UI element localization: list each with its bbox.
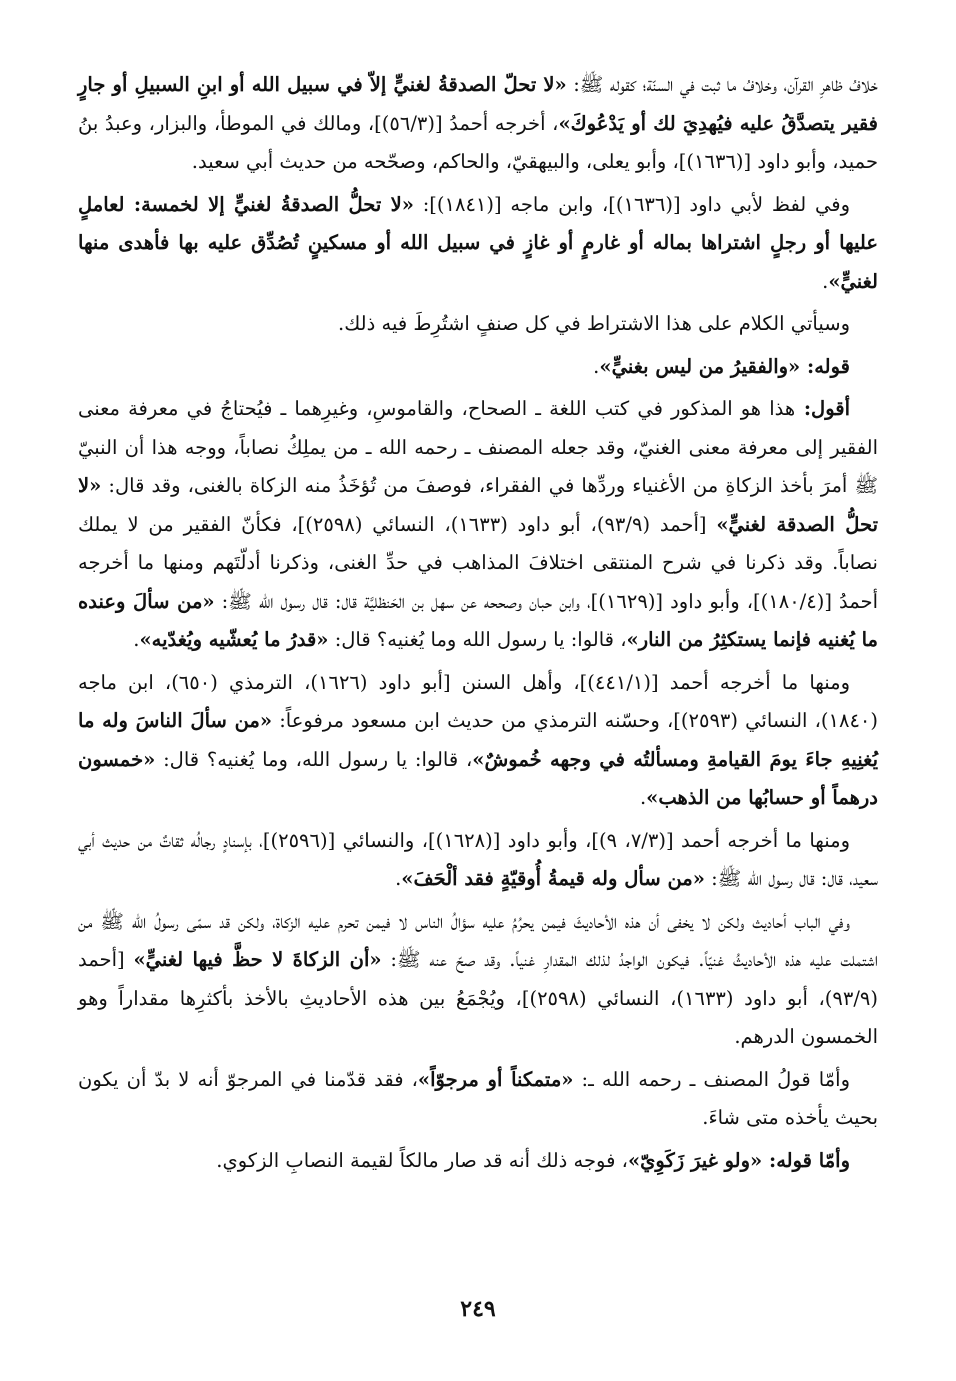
- text-segment: .: [593, 354, 600, 378]
- bold-text: «والفقيرُ من ليس بغنيٍّ»: [599, 354, 801, 378]
- text-segment: خلافُ ظاهرِ القرآن، وخلافُ ما ثبت في السنّة؛ كقوله ﷺ:: [566, 73, 878, 96]
- text-segment: ومنها ما أخرجه أحمد [(٤٤١/١)]، وأهل السنن [أبو داود (١٦٢٦)، الترمذي (٦٥٠)، ابن ماجه (١٨٤٠)، النسائي (٢٥٩٣)]، وحسّنه الترمذي من حديث ابن مسعود مرفوعاً:: [78, 670, 879, 732]
- bold-text: «من سألَ الناسَ وله ما يُغنِيهِ جاءَ يومَ القيامةِ ومسألتُه في وجهه خُموشٌ»: [78, 709, 878, 771]
- text-segment: .: [639, 786, 647, 809]
- text-segment: وفي لفظ لأبي داود [(١٦٣٦)]، وابن ماجه [(١٨٤١)]:: [413, 192, 851, 216]
- text-segment: ومنها ما أخرجه أحمد [(٧/٣، ٩)]، وأبو داود [(١٦٢٨)]، والنسائي [(٢٥٩٦)]، بإسنادٍ رجالُه ثقاتٌ من حديث أبي سعيد، قال: قال رسول الله ﷺ:: [78, 828, 878, 890]
- text-segment: وسيأتي الكلام على هذا الاشتراط في كل صنفٍ اشتُرِطَ فيه ذلك.: [338, 312, 850, 335]
- bold-text: «ولو غيرَ زَكَوِيّ»: [627, 1148, 763, 1172]
- paragraph: [78, 66, 878, 182]
- text-segment: ، قالوا: يا رسول الله وما يُغنيه؟ قال:: [328, 628, 627, 651]
- paragraph: [78, 822, 878, 899]
- page-number: ٢٤٩: [460, 1296, 496, 1322]
- text-segment: ، فوجه ذلك أنه قد صار مالكاً لقيمة النصابِ الزكوي.: [216, 1148, 628, 1172]
- text-segment: [أحمد (٩٣/٩)، أبو داود (١٦٣٣)، النسائي (٢٥٩٨)]، فكأنّ الفقير من لا يملك نصاباً. وقد ذكرنا في شرح المنتقى اختلافَ المذاهب في حدِّ الغنى، وذكرنا أدلّتَهم ومنها ما أخرجه أحمدُ [(١٨٠/٤)]، وأبو داود [(١٦٢٩)]، وابن حبان وصححه عن سهل بن الحَنظليَّة قال: قال رسول الله ﷺ:: [78, 512, 878, 613]
- bold-text: «من سألَ وعنده ما يُغنيه فإنما يستكثِرُ من النار»: [78, 589, 878, 651]
- paragraph: [78, 903, 878, 1057]
- bold-text: «متمكناً أو مرجوّاً»: [417, 1067, 574, 1091]
- text-segment: هذا هو المذكور في كتب اللغة ـ الصحاح، والقاموسِ، وغيرِهما ـ فيُحتاجُ في معرفة معنى الفقير إلى معرفة معنى الغنيّ، وقد جعله المصنف ـ رحمه الله ـ من يملِكُ نصاباً، ووجه هذا أن النبيّ ﷺ أمرَ بأخذ الزكاةِ من الأغنياء وردِّها في الفقراء، فوصفَ من تُؤخَذُ منه الزكاة بالغنى، وقد قال:: [78, 397, 878, 497]
- paragraph: [78, 348, 878, 387]
- text-segment: .: [133, 628, 140, 651]
- bold-text: أقول:: [795, 397, 851, 420]
- bold-text: قوله:: [800, 354, 850, 378]
- bold-text: «من سأل وله قيمةُ أُوقيّةٍ فقد ألْحَفَ»: [401, 867, 705, 890]
- text-segment: [أحمد (٩٣/٩)، أبو داود (١٦٣٣)، النسائي (٢٥٩٨)]، ويُجْمَعُ بين هذه الأحاديثِ بالأخذ بأكثرِها مقداراً وهو الخمسون الدرهم.: [78, 948, 878, 1048]
- bold-text: «لا تحلُّ الصدقةُ لغنيٍّ إلا لخمسة: لعاملٍ عليها أو رجلٍ اشتراها بماله أو غارمٍ أو غازٍ في سبيل الله أو مسكينٍ تُصُدِّق عليه بها فأهدى منها لغنيٍّ»: [78, 192, 878, 293]
- paragraph: [78, 1061, 878, 1138]
- text-segment: .: [395, 867, 402, 890]
- paragraph: [78, 1142, 878, 1181]
- body-text: [78, 66, 878, 1180]
- paragraph: [78, 390, 878, 660]
- bold-text: «لا تحلُّ الصدقة لغنيٍّ»: [78, 474, 878, 536]
- bold-text: وأمّا قوله:: [762, 1148, 850, 1172]
- bold-text: «أن الزكاةَ لا حظَّ فيها لغنيٍّ»: [133, 948, 382, 971]
- bold-text: «لا تحلّ الصدقةُ لغنيٍّ إلاّ في سبيل الله أو ابنِ السبيلِ أو جارٍ فقير يتصدَّقُ عليه فيُهدِيَ لك أو يَدْعُوكَ»: [78, 73, 879, 135]
- text-segment: وأمّا قولُ المصنف ـ رحمه الله ـ:: [573, 1067, 850, 1091]
- text-segment: .: [822, 269, 829, 293]
- bold-text: «خمسون درهماً أو حسابُها من الذهب»: [78, 747, 878, 809]
- paragraph: [78, 305, 878, 344]
- text-segment: ، قالوا: يا رسول الله، وما يُغنيه؟ قال:: [155, 747, 473, 771]
- text-segment: ، فقد قدّمنا في المرجوّ أنه لا بدّ أن يكون بحيث يأخذه متى شاءَ.: [78, 1067, 878, 1129]
- text-segment: وفي الباب أحاديث ولكن لا يخفى أن هذه الأحاديثَ فيمن يحرُمُ عليه سؤالُ الناس لا فيمن تحرم عليه الزكاة، ولكن قد سمّى رسولُ الله ﷺ من اشتملت عليه هذه الأحاديثُ غنيّاً. فيكون الواجدُ لذلك المقدارِ غنياً. وقد صحّ عنه ﷺ:: [78, 909, 878, 971]
- text-segment: ، أخرجه أحمدُ [(٥٦/٣)]، ومالك في الموطأ، والبزار، وعبدُ بنُ حميد، وأبو داود [(١٦٣٦)]، وأبو يعلى، والبيهقيّ، والحاكم، وصحّحه من حديث أبي سعيد.: [78, 111, 878, 173]
- paragraph: [78, 186, 878, 302]
- paragraph: [78, 664, 878, 818]
- bold-text: «قدرُ ما يُعشّيه ويُغدّيه»: [139, 628, 329, 651]
